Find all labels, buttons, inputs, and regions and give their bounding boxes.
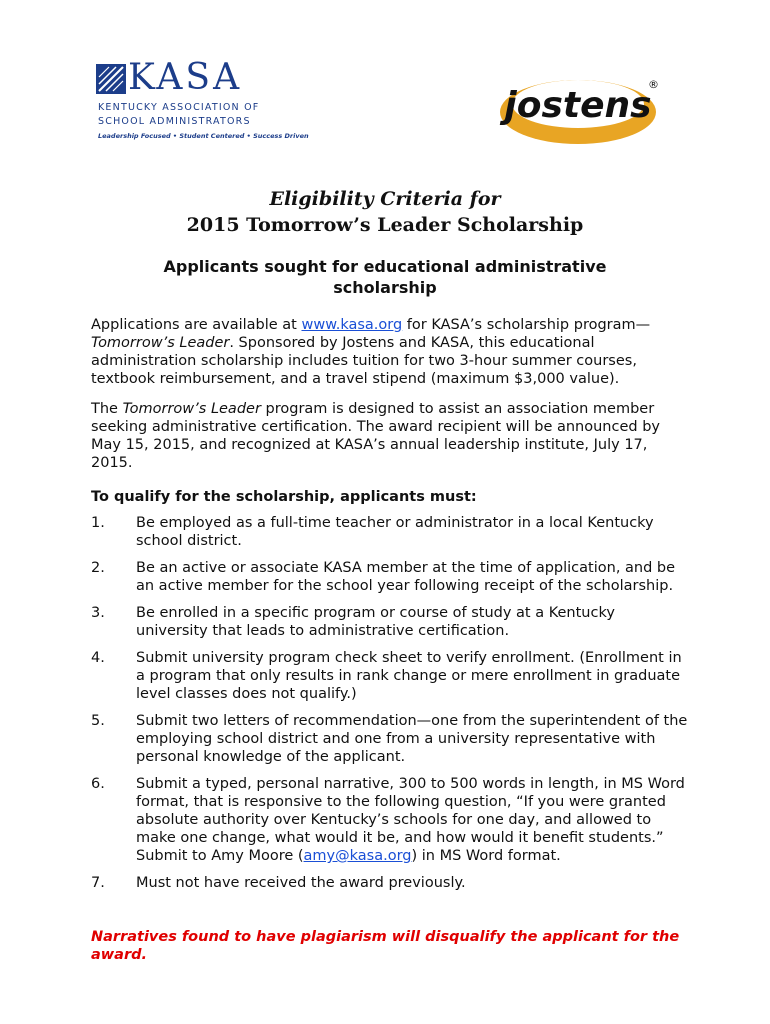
- criteria-item: [91, 604, 691, 640]
- kasa-tagline: Leadership Focused • Student Centered • Success Driven: [98, 132, 309, 140]
- program-name: Tomorrow’s Leader: [122, 401, 261, 417]
- criteria-item: [91, 649, 691, 703]
- kasa-website-link[interactable]: www.kasa.org: [301, 317, 403, 333]
- item-text: Be employed as a full-time teacher or administrator in a local Kentucky school district.: [136, 515, 654, 549]
- item-number: 3.: [91, 605, 105, 621]
- jostens-wordmark: jostens: [504, 85, 652, 126]
- criteria-item: [91, 712, 691, 766]
- item-number: 2.: [91, 560, 105, 576]
- item-number: 4.: [91, 650, 105, 666]
- criteria-item: [91, 514, 691, 550]
- program-text-start: The: [91, 401, 123, 417]
- item-text: Submit two letters of recommendation—one from the superintendent of the employing school district and one from a university representative with personal knowledge of the applicant.: [136, 713, 688, 765]
- item-number: 6.: [91, 776, 105, 792]
- item-text-end: ) in MS Word format.: [411, 848, 561, 864]
- intro-paragraph: [91, 316, 691, 388]
- kasa-wordmark: KASA: [128, 57, 243, 98]
- title-line2: 2015 Tomorrow’s Leader Scholarship: [186, 214, 584, 236]
- plagiarism-warning: Narratives found to have plagiarism will disqualify the applicant for the award.: [91, 929, 680, 963]
- item-text: Be enrolled in a specific program or course of study at a Kentucky university that leads to administrative certification.: [136, 605, 615, 639]
- jostens-logo-graphic: [498, 74, 668, 146]
- kasa-flag-icon: [96, 64, 126, 94]
- jostens-logo: [498, 74, 668, 146]
- item-text: Submit a typed, personal narrative, 300 to 500 words in length, in MS Word format, that is responsive to the following question, “If you were granted absolute authority over Kentucky’s schools for one day, and allowed to make one change, what would it be, and how would it benefit students.” Submit to Amy Moore (: [136, 776, 685, 864]
- item-number: 1.: [91, 515, 105, 531]
- email-link[interactable]: amy@kasa.org: [303, 848, 412, 864]
- kasa-subtitle-line1: KENTUCKY ASSOCIATION OF: [98, 102, 260, 113]
- item-text: Submit university program check sheet to verify enrollment. (Enrollment in a program that only results in rank change or mere enrollment in graduate level classes does not qualify.): [136, 650, 682, 702]
- item-number: 7.: [91, 875, 105, 891]
- criteria-item: [91, 874, 691, 892]
- criteria-list: [91, 514, 691, 901]
- item-text: Must not have received the award previously.: [136, 875, 466, 891]
- registered-mark: ®: [648, 78, 659, 91]
- title-line1: Eligibility Criteria for: [269, 188, 501, 210]
- intro-text-end: . Sponsored by Jostens and KASA, this educational administration scholarship includes tuition for two 3-hour summer courses, textbook reimbursement, and a travel stipend (maximum $3,000 value).: [91, 335, 637, 387]
- item-number: 5.: [91, 713, 105, 729]
- program-paragraph: [91, 400, 691, 472]
- kasa-logo: [96, 57, 309, 146]
- intro-text-start: Applications are available at: [91, 317, 302, 333]
- criteria-item: [91, 559, 691, 595]
- item-text: Be an active or associate KASA member at the time of application, and be an active member for the school year following receipt of the scholarship.: [136, 560, 676, 594]
- intro-text-mid: for KASA’s scholarship program—: [402, 317, 651, 333]
- program-name: Tomorrow’s Leader: [91, 335, 230, 351]
- qualify-heading: To qualify for the scholarship, applicants must:: [91, 489, 477, 505]
- subtitle: Applicants sought for educational administrative scholarship: [163, 257, 607, 297]
- program-text-end: program is designed to assist an association member seeking administrative certification. The award recipient will be announced by May 15, 2015, and recognized at KASA’s annual leadership institute, July 17, 2015.: [91, 401, 660, 471]
- kasa-subtitle-line2: SCHOOL ADMINISTRATORS: [98, 116, 251, 127]
- criteria-item: [91, 775, 691, 865]
